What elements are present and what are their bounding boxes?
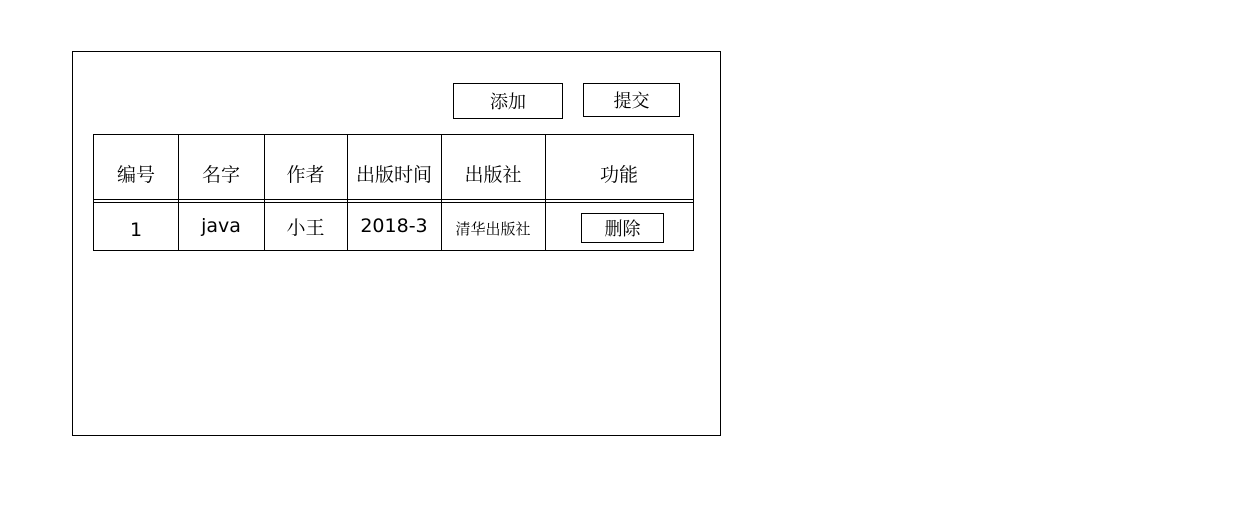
delete-button[interactable]: 删除 (581, 213, 664, 243)
column-header-name: 名字 (201, 163, 240, 186)
column-header-publish-date: 出版时间 (355, 163, 432, 186)
column-header-actions: 功能 (599, 163, 638, 186)
table-cell-publish-date: 2018-3 (360, 215, 428, 237)
table-cell-publisher: 清华出版社 (455, 219, 531, 238)
column-header-author: 作者 (286, 163, 325, 186)
submit-button[interactable]: 提交 (583, 83, 680, 117)
book-table (93, 134, 694, 251)
table-cell-author: 小王 (286, 216, 325, 239)
table-cell-name: java (201, 215, 241, 237)
table-cell-id: 1 (129, 219, 143, 241)
column-header-publisher: 出版社 (464, 163, 522, 186)
add-button[interactable]: 添加 (453, 83, 563, 119)
column-header-id: 编号 (116, 163, 155, 186)
